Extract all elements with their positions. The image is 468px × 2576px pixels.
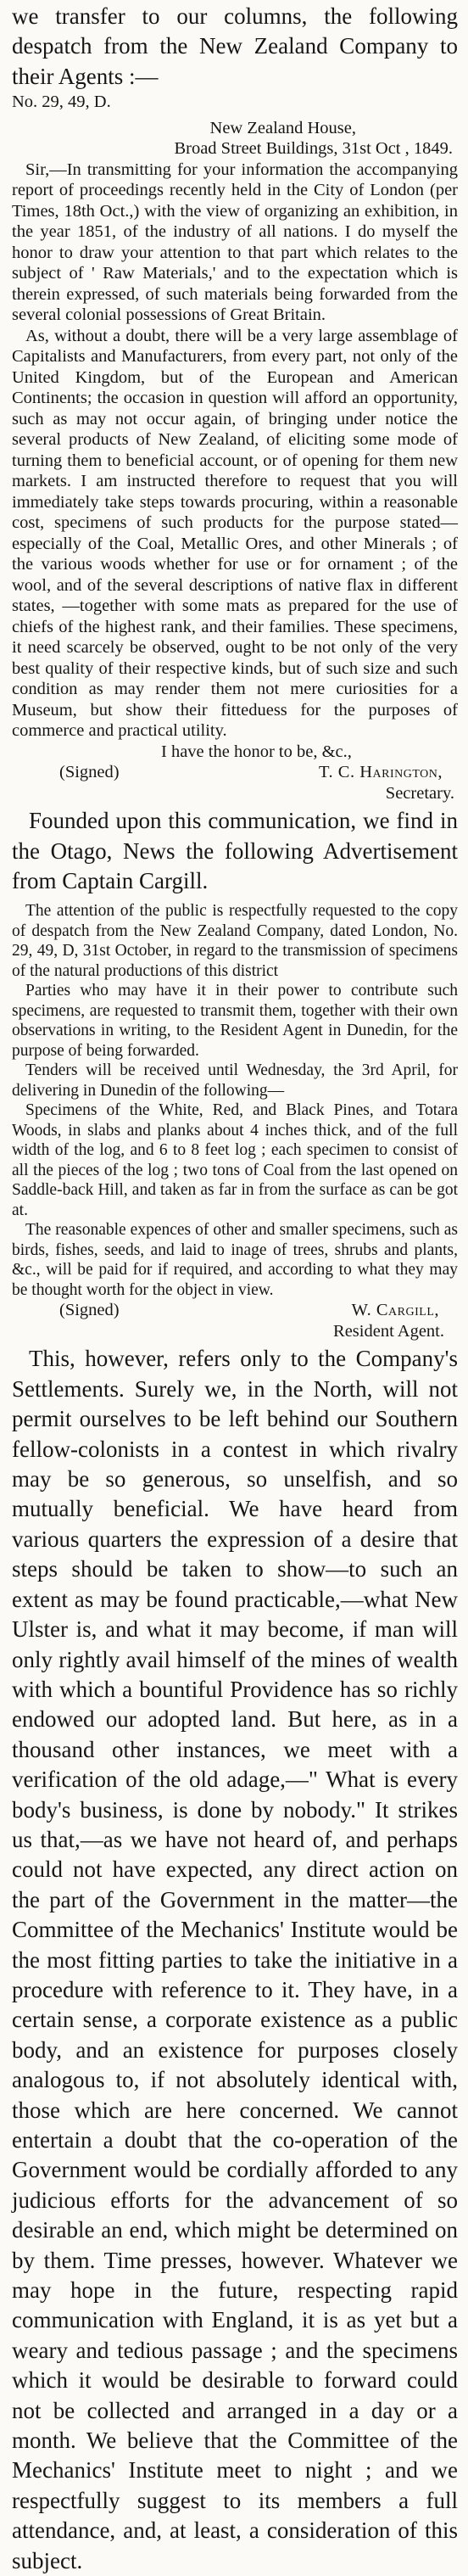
advert-signed-label: (Signed) xyxy=(59,1301,120,1320)
transition-paragraph: Founded upon this communication, we find in the Otago, News the following Advertisement from Captain Cargill. xyxy=(12,808,458,894)
advert-signer: W. Cargill, xyxy=(351,1301,439,1320)
letter-place: New Zealand House, xyxy=(209,118,356,137)
advert-signature xyxy=(12,1300,458,1321)
signed-label: (Signed) xyxy=(59,763,120,782)
letter-body-1: Sir,—In transmitting for your information the accompanying report of proceedings recently held in the City of London (per Times, 18th Oct.,) with the view of organizing an exhibition, in the year 1851, of the industry of all nations. I do myself the honor to draw your attention to that part which relates to the subject of ' Raw Materials,' and to the expectation which is therein expressed, of such materials being forwarded from the several colonial possessions of Great Britain. xyxy=(12,160,458,325)
letter-signature xyxy=(12,762,458,783)
letter-address-date: Broad Street Buildings, 31st Oct , 1849. xyxy=(174,139,453,159)
despatch-reference: No. 29, 49, D. xyxy=(12,92,111,112)
advert-paragraph-5: The reasonable expences of other and smaller specimens, such as birds, fishes, seeds, and laid to inage of trees, shrubs and plants, &c., will be paid for if required, and according to what they may be thought worth for the object in view. xyxy=(12,1221,458,1299)
newspaper-column xyxy=(12,2,458,2576)
intro-paragraph: we transfer to our columns, the following despatch from the New Zealand Company to their Agents :— xyxy=(12,3,458,89)
advert-paragraph-3: Tenders will be received until Wednesday, the 3rd April, for delivering in Dunedin of the following— xyxy=(12,1061,458,1100)
advert-paragraph-1: The attention of the public is respectfully requested to the copy of despatch from the New Zealand Company, dated London, No. 29, 49, D, 31st October, in regard to the transmission of specimens of the natural productions of this district xyxy=(12,902,458,980)
letter-body-2: As, without a doubt, there will be a very large assemblage of Capitalists and Manufacturers, from every part, not only of the United Kingdom, but of the European and American Continents; the occasion in question will afford an opportunity, such as may not occur again, of bringing under notice the several products of New Zealand, of eliciting some mode of turning them to beneficial account, or of opening for them new markets. I am instructed therefore to request that you will immediately take steps towards procuring, within a reasonable cost, specimens of such products for the purpose stated—especially of the Coal, Metallic Ores, and other Minerals ; of the various woods whether for use or for ornament ; of the wool, and of the several descriptions of native flax in different states, —together with some mats as prepared for the use of chiefs of the highest rank, and their families. These specimens, it need scarcely be observed, ought to be not only of the very best quality of their respective kinds, but of such size and such condition as may render them not mere curiosities for a Museum, but show their fitteduess for the purposes of commerce and practical utility. xyxy=(12,326,458,741)
letter-closing: I have the honor to be, &c., xyxy=(161,742,352,761)
advert-signer-title: Resident Agent. xyxy=(333,1321,444,1341)
advert-paragraph-2: Parties who may have it in their power to contribute such specimens, are requested to transmit them, together with their own observations in writing, to the Resident Agent in Dunedin, for the purpose of being forwarded. xyxy=(12,982,458,1060)
advert-paragraph-4: Specimens of the White, Red, and Black Pines, and Totara Woods, in slabs and planks about 4 inches thick, and of the full width of the log, and 6 to 8 feet log ; each specimen to consist of all the pieces of the log ; two tons of Coal from the last opened on Saddle-back Hill, and taken as far in from the surface as can be got at. xyxy=(12,1101,458,1219)
editorial-paragraph: This, however, refers only to the Company's Settlements. Surely we, in the North, will not permit ourselves to be left behind our Southern fellow-colonists in a contest in which rivalry may be so generous, so unselfish, and so mutually beneficial. We have heard from various quarters the expression of a desire that steps should be taken to show—to such an extent as may be found practicable,—what New Ulster is, and what it may become, if man will only rightly avail himself of the mines of wealth with which a bountiful Providence has so richly endowed our adopted land. But here, as in a thousand other instances, we meet with a verification of the old adage,—" What is every body's business, is done by nobody." It strikes us that,—as we have not heard of, and perhaps could not have expected, any direct action on the part of the Government in the matter—the Committee of the Mechanics' Institute would be the most fitting parties to take the initiative in a procedure with reference to it. They have, in a certain sense, a corporate existence as a public body, and an existence for purposes closely analogous to, if not absolutely identical with, those which are here concerned. We cannot entertain a doubt that the co-operation of the Government would be cordially afforded to any judicious efforts for the advancement of so desirable an end, which might be determined on by them. Time presses, however. Whatever we may hope in the future, respecting rapid communication with England, it is as yet but a weary and tedious passage ; and the specimens which it would be desirable to forward could not be collected and arranged in a day or a month. We believe that the Committee of the Mechanics' Institute meet to night ; and we respectfully suggest to its members a full attendance, and, at least, a consideration of this subject. xyxy=(12,1346,458,2573)
letter-signer: T. C. Harington, xyxy=(319,763,443,782)
letter-signer-title: Secretary. xyxy=(385,783,454,803)
